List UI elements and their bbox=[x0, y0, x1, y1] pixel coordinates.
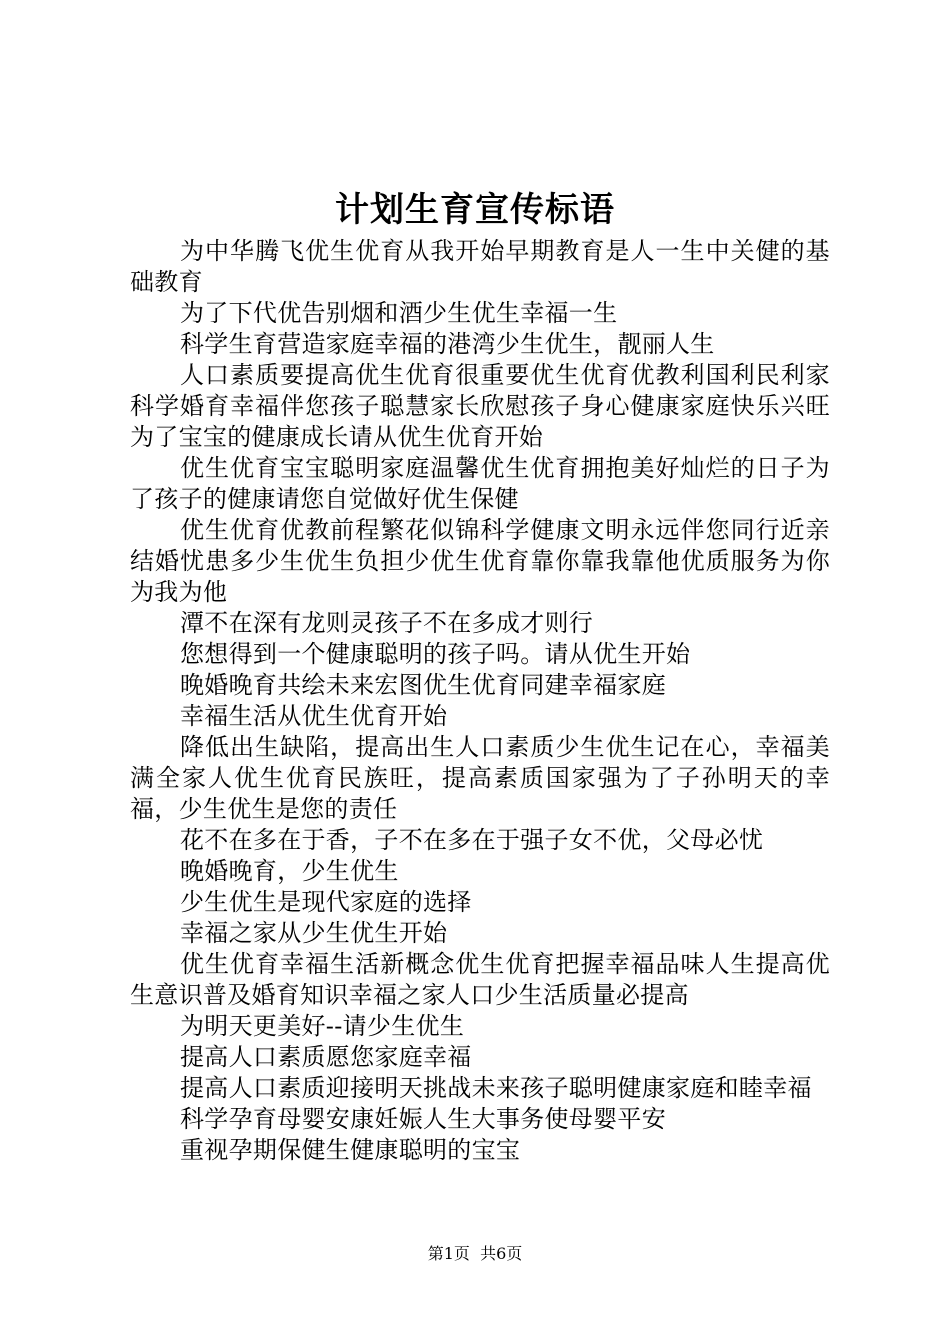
paragraph: 幸福之家从少生优生开始 bbox=[180, 919, 448, 947]
paragraph: 科学生育营造家庭幸福的港湾少生优生，靓丽人生 bbox=[180, 330, 715, 358]
paragraph: 少生优生是现代家庭的选择 bbox=[180, 888, 472, 916]
paragraph: 优生优育幸福生活新概念优生优育把握幸福品味人生提高优生意识普及婚育知识幸福之家人口少生活质量必提高 bbox=[130, 950, 830, 1009]
paragraph: 优生优育宝宝聪明家庭温馨优生优育拥抱美好灿烂的日子为了孩子的健康请您自觉做好优生保健 bbox=[130, 454, 830, 513]
paragraph: 人口素质要提高优生优育很重要优生优育优教利国利民利家科学婚育幸福伴您孩子聪慧家长欣慰孩子身心健康家庭快乐兴旺为了宝宝的健康成长请从优生优育开始 bbox=[130, 361, 830, 451]
paragraph: 花不在多在于香，子不在多在于强子女不优，父母必忧 bbox=[180, 826, 764, 854]
paragraph: 重视孕期保健生健康聪明的宝宝 bbox=[180, 1136, 521, 1164]
document-body bbox=[130, 236, 830, 1166]
paragraph: 提高人口素质迎接明天挑战未来孩子聪明健康家庭和睦幸福 bbox=[180, 1074, 812, 1102]
paragraph: 为中华腾飞优生优育从我开始早期教育是人一生中关健的基础教育 bbox=[130, 237, 830, 296]
paragraph: 晚婚晚育，少生优生 bbox=[180, 857, 399, 885]
paragraph: 您想得到一个健康聪明的孩子吗。请从优生开始 bbox=[180, 640, 691, 668]
paragraph: 为了下代优告别烟和酒少生优生幸福一生 bbox=[180, 299, 618, 327]
page-footer bbox=[0, 1244, 950, 1264]
paragraph: 潭不在深有龙则灵孩子不在多成才则行 bbox=[180, 609, 594, 637]
paragraph: 幸福生活从优生优育开始 bbox=[180, 702, 448, 730]
paragraph: 科学孕育母婴安康妊娠人生大事务使母婴平安 bbox=[180, 1105, 666, 1133]
paragraph: 优生优育优教前程繁花似锦科学健康文明永远伴您同行近亲结婚忧患多少生优生负担少优生优育靠你靠我靠他优质服务为你为我为他 bbox=[130, 516, 830, 606]
paragraph: 降低出生缺陷，提高出生人口素质少生优生记在心，幸福美满全家人优生优育民族旺，提高素质国家强为了子孙明天的幸福，少生优生是您的责任 bbox=[130, 733, 830, 823]
page-number: 第1页 共6页 bbox=[427, 1244, 523, 1263]
paragraph: 为明天更美好--请少生优生 bbox=[180, 1012, 465, 1040]
paragraph: 晚婚晚育共绘未来宏图优生优育同建幸福家庭 bbox=[180, 671, 666, 699]
paragraph: 提高人口素质愿您家庭幸福 bbox=[180, 1043, 472, 1071]
document-title: 计划生育宣传标语 bbox=[335, 190, 615, 230]
